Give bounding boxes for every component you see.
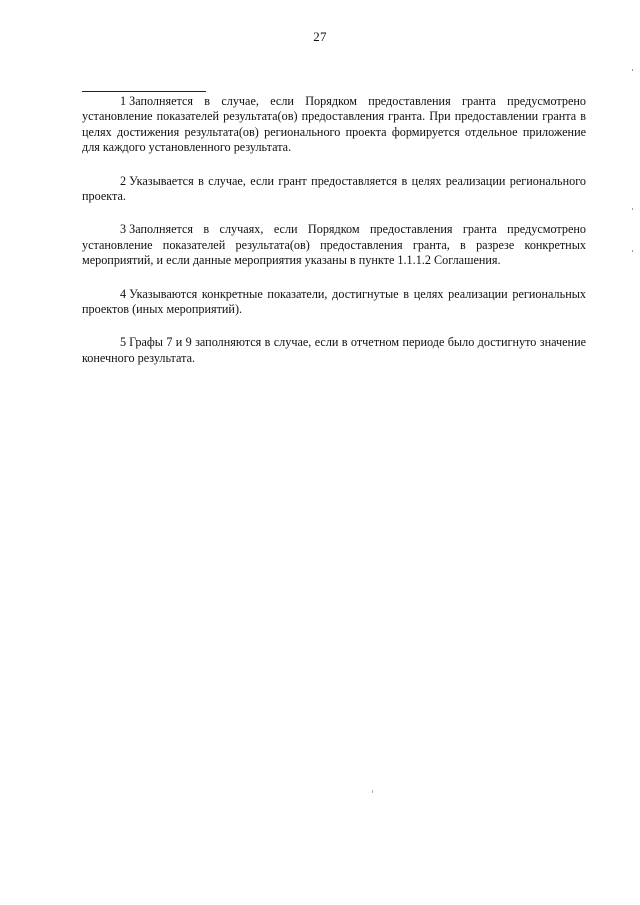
footnote-3 [82,222,586,268]
footnote-3-number: 3 [120,222,127,237]
scan-edge-mark [632,250,633,252]
footnotes-list [82,94,586,384]
footnote-4 [82,287,586,318]
scan-dust-mark [372,790,373,793]
footnote-4-number: 4 [120,286,127,301]
footnote-4-text: Указываются конкретные показатели, достигнутые в целях реализации региональных проектов (иных мероприятий). [82,286,586,317]
scan-edge-mark [632,69,633,71]
footnote-2 [82,174,586,205]
footnote-separator [82,91,206,92]
footnote-1-number: 1 [120,94,127,108]
footnote-5 [82,335,586,366]
footnote-5-number: 5 [120,335,127,350]
footnote-3-text: Заполняется в случаях, если Порядком предоставления гранта предусмотрено установление показателей результата(ов) предоставления гранта, в разрезе конкретных мероприятий, и если данные мероприятия указаны в пункте 1.1.1.2 Соглашения. [82,222,586,268]
footnote-1 [82,94,586,156]
footnote-1-text: Заполняется в случае, если Порядком предоставления гранта предусмотрено установление показателей результата(ов) предоставления гранта. При предоставлении гранта в целях достижения результата(ов) регионального проекта формируется отдельное приложение для каждого установленного результата. [82,94,586,155]
footnote-5-text: Графы 7 и 9 заполняются в случае, если в отчетном периоде было достигнуто значение конечного результата. [82,335,586,365]
page-number: 27 [313,29,327,44]
footnote-2-text: Указывается в случае, если грант предоставляется в целях реализации регионального проекта. [82,173,586,204]
footnote-2-number: 2 [120,173,127,188]
scan-edge-mark [632,208,633,210]
